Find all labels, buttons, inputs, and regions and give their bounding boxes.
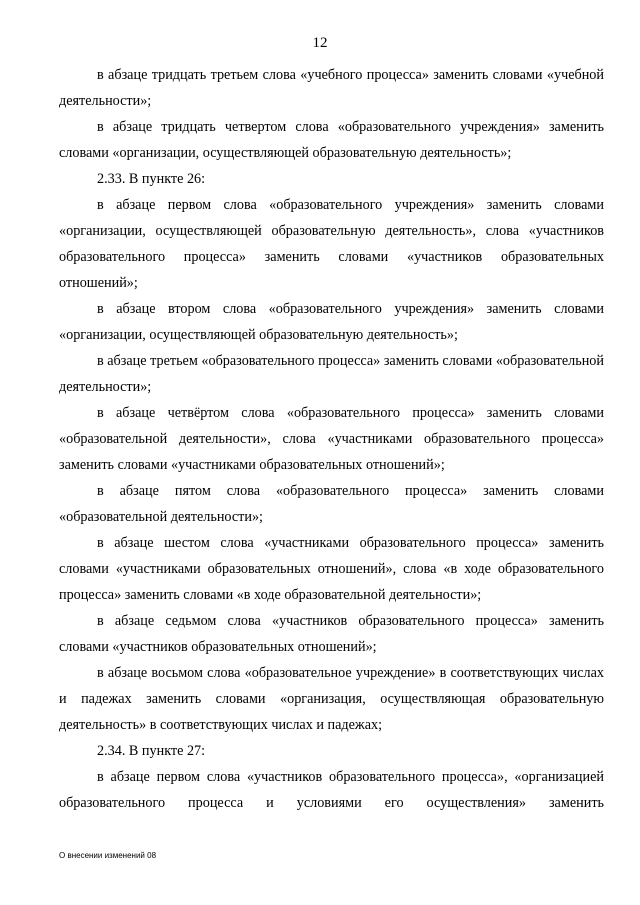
paragraph: в абзаце третьем «образовательного процесса» заменить словами «образовательной деятельности»; <box>59 353 604 395</box>
page-number: 12 <box>312 35 328 51</box>
paragraph: в абзаце первом слова «участников образовательного процесса», «организацией образовательного процесса и условиями его осуществления» заменить <box>59 769 604 811</box>
paragraph: в абзаце втором слова «образовательного учреждения» заменить словами «организации, осуществляющей образовательную деятельность»; <box>59 301 604 343</box>
section-heading: 2.34. В пункте 27: <box>97 743 206 759</box>
paragraph: в абзаце четвёртом слова «образовательного процесса» заменить словами «образовательной деятельности», слова «участниками образовательного процесса» заменить словами «участниками образовательных отношений»; <box>59 405 604 473</box>
footer-note: О внесении изменений 08 <box>59 851 157 860</box>
paragraph: в абзаце тридцать четвертом слова «образовательного учреждения» заменить словами «организации, осуществляющей образовательную деятельность»; <box>59 119 604 161</box>
paragraph: в абзаце тридцать третьем слова «учебного процесса» заменить словами «учебной деятельности»; <box>59 67 604 109</box>
paragraph: в абзаце восьмом слова «образовательное учреждение» в соответствующих числах и падежах заменить словами «организация, осуществляющая образовательную деятельность» в соответствующих числах и падежах; <box>59 665 604 733</box>
section-heading: 2.33. В пункте 26: <box>97 171 206 187</box>
paragraph: в абзаце седьмом слова «участников образовательного процесса» заменить словами «участников образовательных отношений»; <box>59 613 604 655</box>
paragraph: в абзаце шестом слова «участниками образовательного процесса» заменить словами «участниками образовательных отношений», слова «в ходе образовательного процесса» заменить словами «в ходе образовательной деятельности»; <box>59 535 604 603</box>
paragraph: в абзаце пятом слова «образовательного процесса» заменить словами «образовательной деятельности»; <box>59 483 604 525</box>
paragraph: в абзаце первом слова «образовательного учреждения» заменить словами «организации, осуществляющей образовательную деятельность», слова «участников образовательного процесса» заменить словами «участников образовательных отношений»; <box>59 197 604 291</box>
document-body <box>59 62 604 816</box>
